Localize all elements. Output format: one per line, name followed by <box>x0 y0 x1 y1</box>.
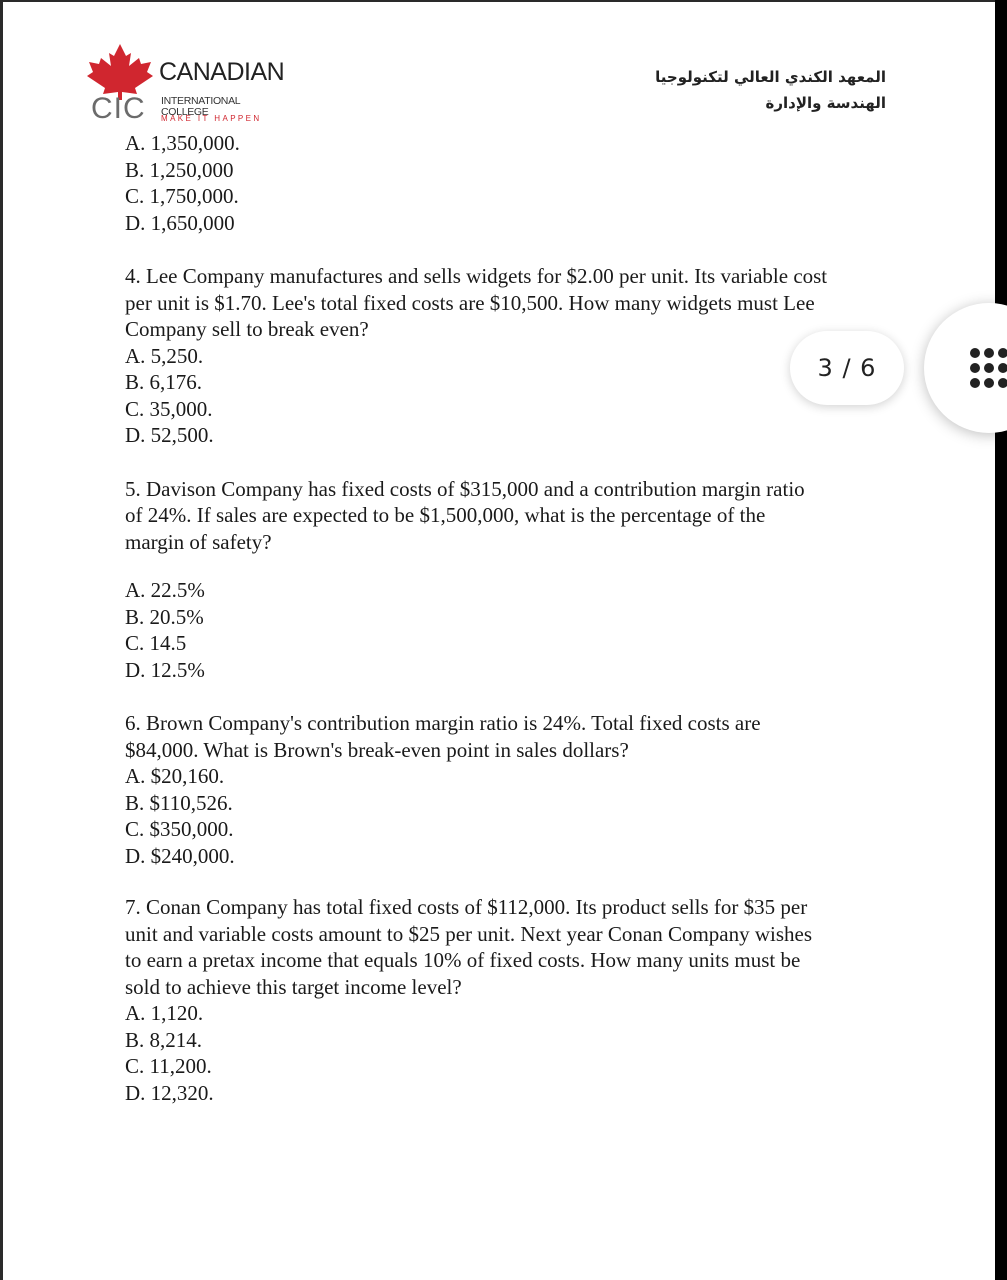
arabic-line-1: المعهد الكندي العالي لتكنولوجيا <box>655 68 886 86</box>
question-text: margin of safety? <box>125 529 272 554</box>
question-text: 6. Brown Company's contribution margin ratio is 24%. Total fixed costs are <box>125 711 761 735</box>
option: B. 20.5% <box>125 604 204 629</box>
college-logo <box>85 42 285 132</box>
question-6 <box>125 710 885 869</box>
option: D. $240,000. <box>125 843 235 868</box>
question-text: 4. Lee Company manufactures and sells widgets for $2.00 per unit. Its variable cost <box>125 264 828 288</box>
question-text: $84,000. What is Brown's break-even point in sales dollars? <box>125 737 629 762</box>
option: C. 14.5 <box>125 631 187 655</box>
question-text: sold to achieve this target income level? <box>125 974 462 999</box>
option: D. 12.5% <box>125 657 205 682</box>
question-text: to earn a pretax income that equals 10% of fixed costs. How many units must be <box>125 948 801 972</box>
arabic-line-2: الهندسة والإدارة <box>765 94 886 112</box>
option: B. 6,176. <box>125 370 203 394</box>
option: D. 12,320. <box>125 1080 214 1105</box>
option: D. 52,500. <box>125 423 214 447</box>
question-text: per unit is $1.70. Lee's total fixed costs are $10,500. How many widgets must Lee <box>125 290 815 315</box>
question-7 <box>125 894 885 1106</box>
question-text: Company sell to break even? <box>125 317 369 341</box>
logo-name: CANADIAN <box>159 58 285 86</box>
option: B. $110,526. <box>125 790 233 815</box>
option: D. 1,650,000 <box>125 210 235 235</box>
logo-tagline: MAKE IT HAPPEN <box>161 114 262 123</box>
option: C. 11,200. <box>125 1054 212 1078</box>
option: B. 8,214. <box>125 1027 203 1052</box>
question-text: 5. Davison Company has fixed costs of $315,000 and a contribution margin ratio <box>125 476 805 501</box>
question-text: 7. Conan Company has total fixed costs of $112,000. Its product sells for $35 per <box>125 895 808 919</box>
question-3-options <box>125 130 885 236</box>
option: A. 22.5% <box>125 578 205 602</box>
option: A. 1,350,000. <box>125 131 240 155</box>
exam-content <box>125 130 885 1106</box>
option: A. $20,160. <box>125 764 225 788</box>
logo-abbreviation: CIC <box>91 92 146 125</box>
option: C. 35,000. <box>125 396 213 421</box>
more-dots-icon <box>969 347 1007 389</box>
option: C. 1,750,000. <box>125 184 239 208</box>
option: C. $350,000. <box>125 817 234 841</box>
logo-subtitle: INTERNATIONAL COLLEGE <box>161 95 240 118</box>
arabic-institute-name <box>655 64 886 116</box>
question-text: of 24%. If sales are expected to be $1,500,000, what is the percentage of the <box>125 503 766 527</box>
option: A. 5,250. <box>125 343 204 368</box>
question-5 <box>125 476 885 684</box>
option: B. 1,250,000 <box>125 157 234 182</box>
question-4 <box>125 263 885 449</box>
option: A. 1,120. <box>125 1001 204 1025</box>
question-text: unit and variable costs amount to $25 per unit. Next year Conan Company wishes <box>125 921 813 946</box>
page-indicator: 3 / 6 <box>790 331 904 405</box>
